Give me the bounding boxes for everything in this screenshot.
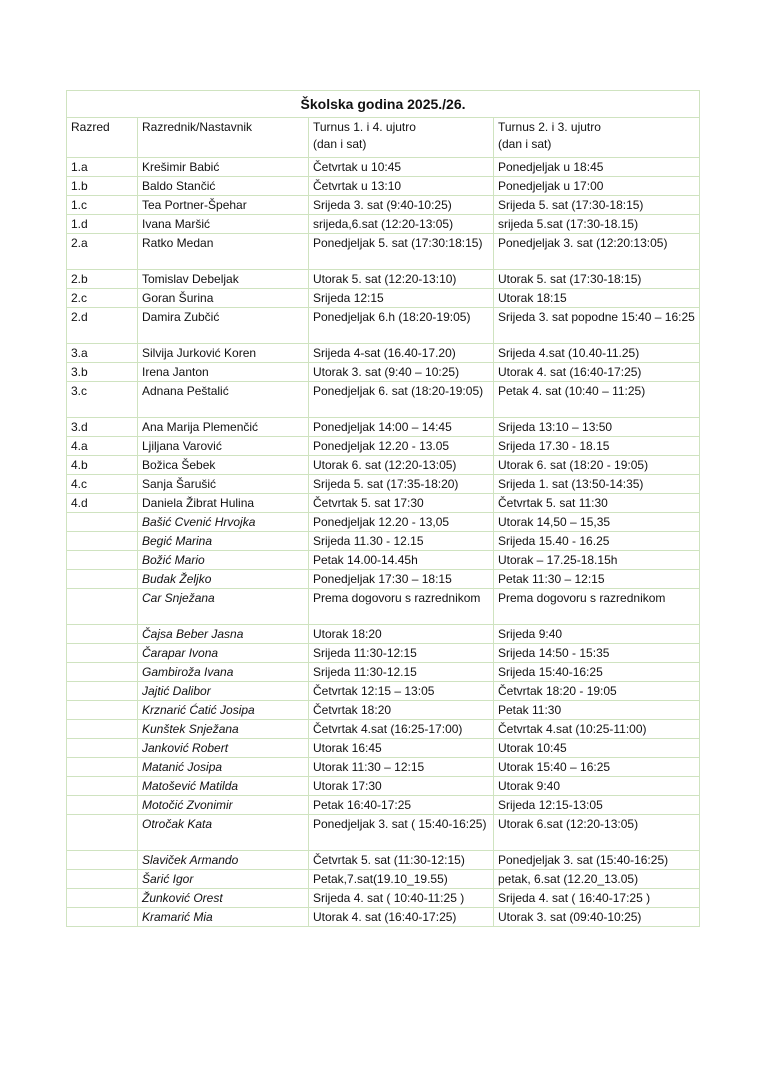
turnus-2-3-time-cell: Prema dogovoru s razrednikom (494, 589, 700, 625)
turnus-2-3-time-cell: Utorak 4. sat (16:40-17:25) (494, 363, 700, 382)
class-cell (67, 870, 138, 889)
turnus-1-4-time-cell: srijeda,6.sat (12:20-13:05) (309, 215, 494, 234)
turnus-2-3-time-cell: Srijeda 15.40 - 16.25 (494, 532, 700, 551)
turnus-2-3-time-cell: Utorak 3. sat (09:40-10:25) (494, 908, 700, 927)
teacher-name-cell: Kramarić Mia (138, 908, 309, 927)
class-cell (67, 815, 138, 851)
class-cell: 2.d (67, 308, 138, 344)
header-turnus-2-3-line1: Turnus 2. i 3. ujutro (498, 120, 601, 134)
teacher-name-cell: Jajtić Dalibor (138, 682, 309, 701)
table-row (67, 908, 700, 927)
class-cell (67, 889, 138, 908)
turnus-2-3-time-cell: Srijeda 12:15-13:05 (494, 796, 700, 815)
teacher-name-cell: Ratko Medan (138, 234, 309, 270)
class-cell: 2.b (67, 270, 138, 289)
turnus-1-4-time-cell: Četvrtak 4.sat (16:25-17:00) (309, 720, 494, 739)
table-row (67, 158, 700, 177)
table-row (67, 682, 700, 701)
turnus-1-4-time-cell: Ponedjeljak 6.h (18:20-19:05) (309, 308, 494, 344)
turnus-1-4-time-cell: Srijeda 11.30 - 12.15 (309, 532, 494, 551)
teacher-name-cell: Matošević Matilda (138, 777, 309, 796)
header-turnus-1-4-line1: Turnus 1. i 4. ujutro (313, 120, 416, 134)
turnus-1-4-time-cell: Četvrtak 5. sat 17:30 (309, 494, 494, 513)
table-row (67, 177, 700, 196)
teacher-name-cell: Žunković Orest (138, 889, 309, 908)
class-cell: 3.a (67, 344, 138, 363)
class-cell (67, 682, 138, 701)
teacher-name-cell: Car Snježana (138, 589, 309, 625)
class-cell (67, 589, 138, 625)
class-cell: 2.c (67, 289, 138, 308)
class-cell: 4.a (67, 437, 138, 456)
teacher-name-cell: Gambiroža Ivana (138, 663, 309, 682)
turnus-1-4-time-cell: Četvrtak 18:20 (309, 701, 494, 720)
turnus-2-3-time-cell: Srijeda 1. sat (13:50-14:35) (494, 475, 700, 494)
teacher-name-cell: Krešimir Babić (138, 158, 309, 177)
turnus-1-4-time-cell: Srijeda 11:30-12:15 (309, 644, 494, 663)
class-cell: 1.c (67, 196, 138, 215)
table-row (67, 215, 700, 234)
header-turnus-2-3-line2: (dan i sat) (498, 137, 552, 151)
header-razrednik-label: Razrednik/Nastavnik (142, 120, 253, 134)
turnus-2-3-time-cell: Utorak 18:15 (494, 289, 700, 308)
turnus-2-3-time-cell: Četvrtak 5. sat 11:30 (494, 494, 700, 513)
class-cell: 3.d (67, 418, 138, 437)
table-row (67, 644, 700, 663)
table-row (67, 870, 700, 889)
turnus-2-3-time-cell: Utorak – 17.25-18.15h (494, 551, 700, 570)
turnus-1-4-time-cell: Ponedjeljak 12.20 - 13,05 (309, 513, 494, 532)
teacher-name-cell: Janković Robert (138, 739, 309, 758)
teacher-name-cell: Božica Šebek (138, 456, 309, 475)
turnus-1-4-time-cell: Četvrtak 5. sat (11:30-12:15) (309, 851, 494, 870)
turnus-1-4-time-cell: Petak 16:40-17:25 (309, 796, 494, 815)
class-cell (67, 570, 138, 589)
turnus-1-4-time-cell: Srijeda 12:15 (309, 289, 494, 308)
turnus-2-3-time-cell: Srijeda 9:40 (494, 625, 700, 644)
table-row (67, 437, 700, 456)
turnus-1-4-time-cell: Ponedjeljak 5. sat (17:30:18:15) (309, 234, 494, 270)
table-row (67, 625, 700, 644)
class-cell: 3.b (67, 363, 138, 382)
header-turnus-1-4 (309, 118, 494, 158)
table-row (67, 494, 700, 513)
turnus-2-3-time-cell: Srijeda 17.30 - 18.15 (494, 437, 700, 456)
class-cell (67, 625, 138, 644)
turnus-2-3-time-cell: Utorak 9:40 (494, 777, 700, 796)
class-cell (67, 758, 138, 777)
class-cell: 4.b (67, 456, 138, 475)
turnus-1-4-time-cell: Ponedjeljak 12.20 - 13.05 (309, 437, 494, 456)
teacher-name-cell: Irena Janton (138, 363, 309, 382)
turnus-1-4-time-cell: Utorak 5. sat (12:20-13:10) (309, 270, 494, 289)
teacher-name-cell: Kunštek Snježana (138, 720, 309, 739)
table-row (67, 270, 700, 289)
turnus-2-3-time-cell: Petak 4. sat (10:40 – 11:25) (494, 382, 700, 418)
class-cell: 1.b (67, 177, 138, 196)
teacher-name-cell: Budak Željko (138, 570, 309, 589)
teacher-name-cell: Silvija Jurković Koren (138, 344, 309, 363)
table-row (67, 815, 700, 851)
teacher-name-cell: Daniela Žibrat Hulina (138, 494, 309, 513)
table-row (67, 851, 700, 870)
teacher-name-cell: Adnana Peštalić (138, 382, 309, 418)
class-cell: 3.c (67, 382, 138, 418)
class-cell: 1.a (67, 158, 138, 177)
table-row (67, 720, 700, 739)
header-turnus-1-4-line2: (dan i sat) (313, 137, 367, 151)
turnus-1-4-time-cell: Srijeda 5. sat (17:35-18:20) (309, 475, 494, 494)
turnus-1-4-time-cell: Srijeda 4. sat ( 10:40-11:25 ) (309, 889, 494, 908)
header-razred: Razred (67, 118, 138, 158)
turnus-1-4-time-cell: Četvrtak 12:15 – 13:05 (309, 682, 494, 701)
teacher-name-cell: Damira Zubčić (138, 308, 309, 344)
turnus-2-3-time-cell: Utorak 10:45 (494, 739, 700, 758)
table-row (67, 532, 700, 551)
table-row (67, 777, 700, 796)
class-cell (67, 513, 138, 532)
turnus-1-4-time-cell: Utorak 11:30 – 12:15 (309, 758, 494, 777)
class-cell (67, 777, 138, 796)
table-row (67, 456, 700, 475)
turnus-2-3-time-cell: Četvrtak 4.sat (10:25-11:00) (494, 720, 700, 739)
turnus-1-4-time-cell: Petak,7.sat(19.10_19.55) (309, 870, 494, 889)
teacher-name-cell: Krznarić Ćatić Josipa (138, 701, 309, 720)
class-cell (67, 851, 138, 870)
teacher-name-cell: Motočić Zvonimir (138, 796, 309, 815)
turnus-2-3-time-cell: Utorak 6. sat (18:20 - 19:05) (494, 456, 700, 475)
schedule-rows (67, 158, 700, 927)
turnus-1-4-time-cell: Utorak 17:30 (309, 777, 494, 796)
turnus-2-3-time-cell: Petak 11:30 – 12:15 (494, 570, 700, 589)
teacher-name-cell: Tomislav Debeljak (138, 270, 309, 289)
turnus-1-4-time-cell: Četvrtak u 13:10 (309, 177, 494, 196)
turnus-1-4-time-cell: Ponedjeljak 6. sat (18:20-19:05) (309, 382, 494, 418)
turnus-2-3-time-cell: Ponedjeljak u 17:00 (494, 177, 700, 196)
schedule-table (66, 90, 700, 927)
class-cell: 4.d (67, 494, 138, 513)
class-cell (67, 532, 138, 551)
table-row (67, 663, 700, 682)
table-row (67, 551, 700, 570)
table-row (67, 796, 700, 815)
class-cell: 1.d (67, 215, 138, 234)
table-row (67, 234, 700, 270)
class-cell (67, 720, 138, 739)
teacher-name-cell: Goran Šurina (138, 289, 309, 308)
turnus-1-4-time-cell: Srijeda 3. sat (9:40-10:25) (309, 196, 494, 215)
turnus-1-4-time-cell: Prema dogovoru s razrednikom (309, 589, 494, 625)
teacher-name-cell: Begić Marina (138, 532, 309, 551)
turnus-1-4-time-cell: Ponedjeljak 14:00 – 14:45 (309, 418, 494, 437)
teacher-name-cell: Baldo Stančić (138, 177, 309, 196)
table-row (67, 308, 700, 344)
turnus-2-3-time-cell: Ponedjeljak 3. sat (12:20:13:05) (494, 234, 700, 270)
turnus-2-3-time-cell: Utorak 5. sat (17:30-18:15) (494, 270, 700, 289)
turnus-2-3-time-cell: Srijeda 13:10 – 13:50 (494, 418, 700, 437)
turnus-1-4-time-cell: Srijeda 11:30-12.15 (309, 663, 494, 682)
header-razrednik (138, 118, 309, 158)
turnus-1-4-time-cell: Četvrtak u 10:45 (309, 158, 494, 177)
class-cell (67, 551, 138, 570)
class-cell (67, 701, 138, 720)
turnus-1-4-time-cell: Ponedjeljak 17:30 – 18:15 (309, 570, 494, 589)
table-row (67, 889, 700, 908)
class-cell: 4.c (67, 475, 138, 494)
turnus-2-3-time-cell: Ponedjeljak u 18:45 (494, 158, 700, 177)
teacher-name-cell: Ana Marija Plemenčić (138, 418, 309, 437)
teacher-name-cell: Sanja Šarušić (138, 475, 309, 494)
teacher-name-cell: Ivana Maršić (138, 215, 309, 234)
turnus-2-3-time-cell: petak, 6.sat (12.20_13.05) (494, 870, 700, 889)
turnus-2-3-time-cell: Utorak 6.sat (12:20-13:05) (494, 815, 700, 851)
table-row (67, 739, 700, 758)
class-cell: 2.a (67, 234, 138, 270)
header-turnus-2-3 (494, 118, 700, 158)
table-title: Školska godina 2025./26. (67, 91, 700, 118)
turnus-2-3-time-cell: Utorak 15:40 – 16:25 (494, 758, 700, 777)
table-row (67, 570, 700, 589)
table-row (67, 758, 700, 777)
turnus-1-4-time-cell: Utorak 16:45 (309, 739, 494, 758)
class-cell (67, 644, 138, 663)
table-row (67, 196, 700, 215)
table-row (67, 589, 700, 625)
table-row (67, 513, 700, 532)
turnus-2-3-time-cell: Srijeda 15:40-16:25 (494, 663, 700, 682)
teacher-name-cell: Matanić Josipa (138, 758, 309, 777)
turnus-2-3-time-cell: srijeda 5.sat (17:30-18.15) (494, 215, 700, 234)
teacher-name-cell: Bašić Cvenić Hrvojka (138, 513, 309, 532)
table-row (67, 289, 700, 308)
teacher-name-cell: Čarapar Ivona (138, 644, 309, 663)
turnus-2-3-time-cell: Srijeda 3. sat popodne 15:40 – 16:25 (494, 308, 700, 344)
turnus-2-3-time-cell: Petak 11:30 (494, 701, 700, 720)
table-row (67, 418, 700, 437)
teacher-name-cell: Šarić Igor (138, 870, 309, 889)
table-row (67, 382, 700, 418)
turnus-2-3-time-cell: Utorak 14,50 – 15,35 (494, 513, 700, 532)
teacher-name-cell: Slaviček Armando (138, 851, 309, 870)
turnus-1-4-time-cell: Petak 14.00-14.45h (309, 551, 494, 570)
teacher-name-cell: Božić Mario (138, 551, 309, 570)
turnus-1-4-time-cell: Utorak 4. sat (16:40-17:25) (309, 908, 494, 927)
table-row (67, 475, 700, 494)
teacher-name-cell: Otročak Kata (138, 815, 309, 851)
turnus-1-4-time-cell: Utorak 3. sat (9:40 – 10:25) (309, 363, 494, 382)
turnus-2-3-time-cell: Četvrtak 18:20 - 19:05 (494, 682, 700, 701)
turnus-2-3-time-cell: Srijeda 4.sat (10.40-11.25) (494, 344, 700, 363)
table-row (67, 344, 700, 363)
class-cell (67, 796, 138, 815)
class-cell (67, 739, 138, 758)
turnus-1-4-time-cell: Utorak 18:20 (309, 625, 494, 644)
table-row (67, 363, 700, 382)
class-cell (67, 908, 138, 927)
turnus-1-4-time-cell: Srijeda 4-sat (16.40-17.20) (309, 344, 494, 363)
table-row (67, 701, 700, 720)
turnus-2-3-time-cell: Srijeda 4. sat ( 16:40-17:25 ) (494, 889, 700, 908)
turnus-2-3-time-cell: Ponedjeljak 3. sat (15:40-16:25) (494, 851, 700, 870)
turnus-1-4-time-cell: Utorak 6. sat (12:20-13:05) (309, 456, 494, 475)
turnus-2-3-time-cell: Srijeda 5. sat (17:30-18:15) (494, 196, 700, 215)
turnus-2-3-time-cell: Srijeda 14:50 - 15:35 (494, 644, 700, 663)
teacher-name-cell: Čajsa Beber Jasna (138, 625, 309, 644)
teacher-name-cell: Ljiljana Varović (138, 437, 309, 456)
class-cell (67, 663, 138, 682)
turnus-1-4-time-cell: Ponedjeljak 3. sat ( 15:40-16:25) (309, 815, 494, 851)
teacher-name-cell: Tea Portner-Špehar (138, 196, 309, 215)
